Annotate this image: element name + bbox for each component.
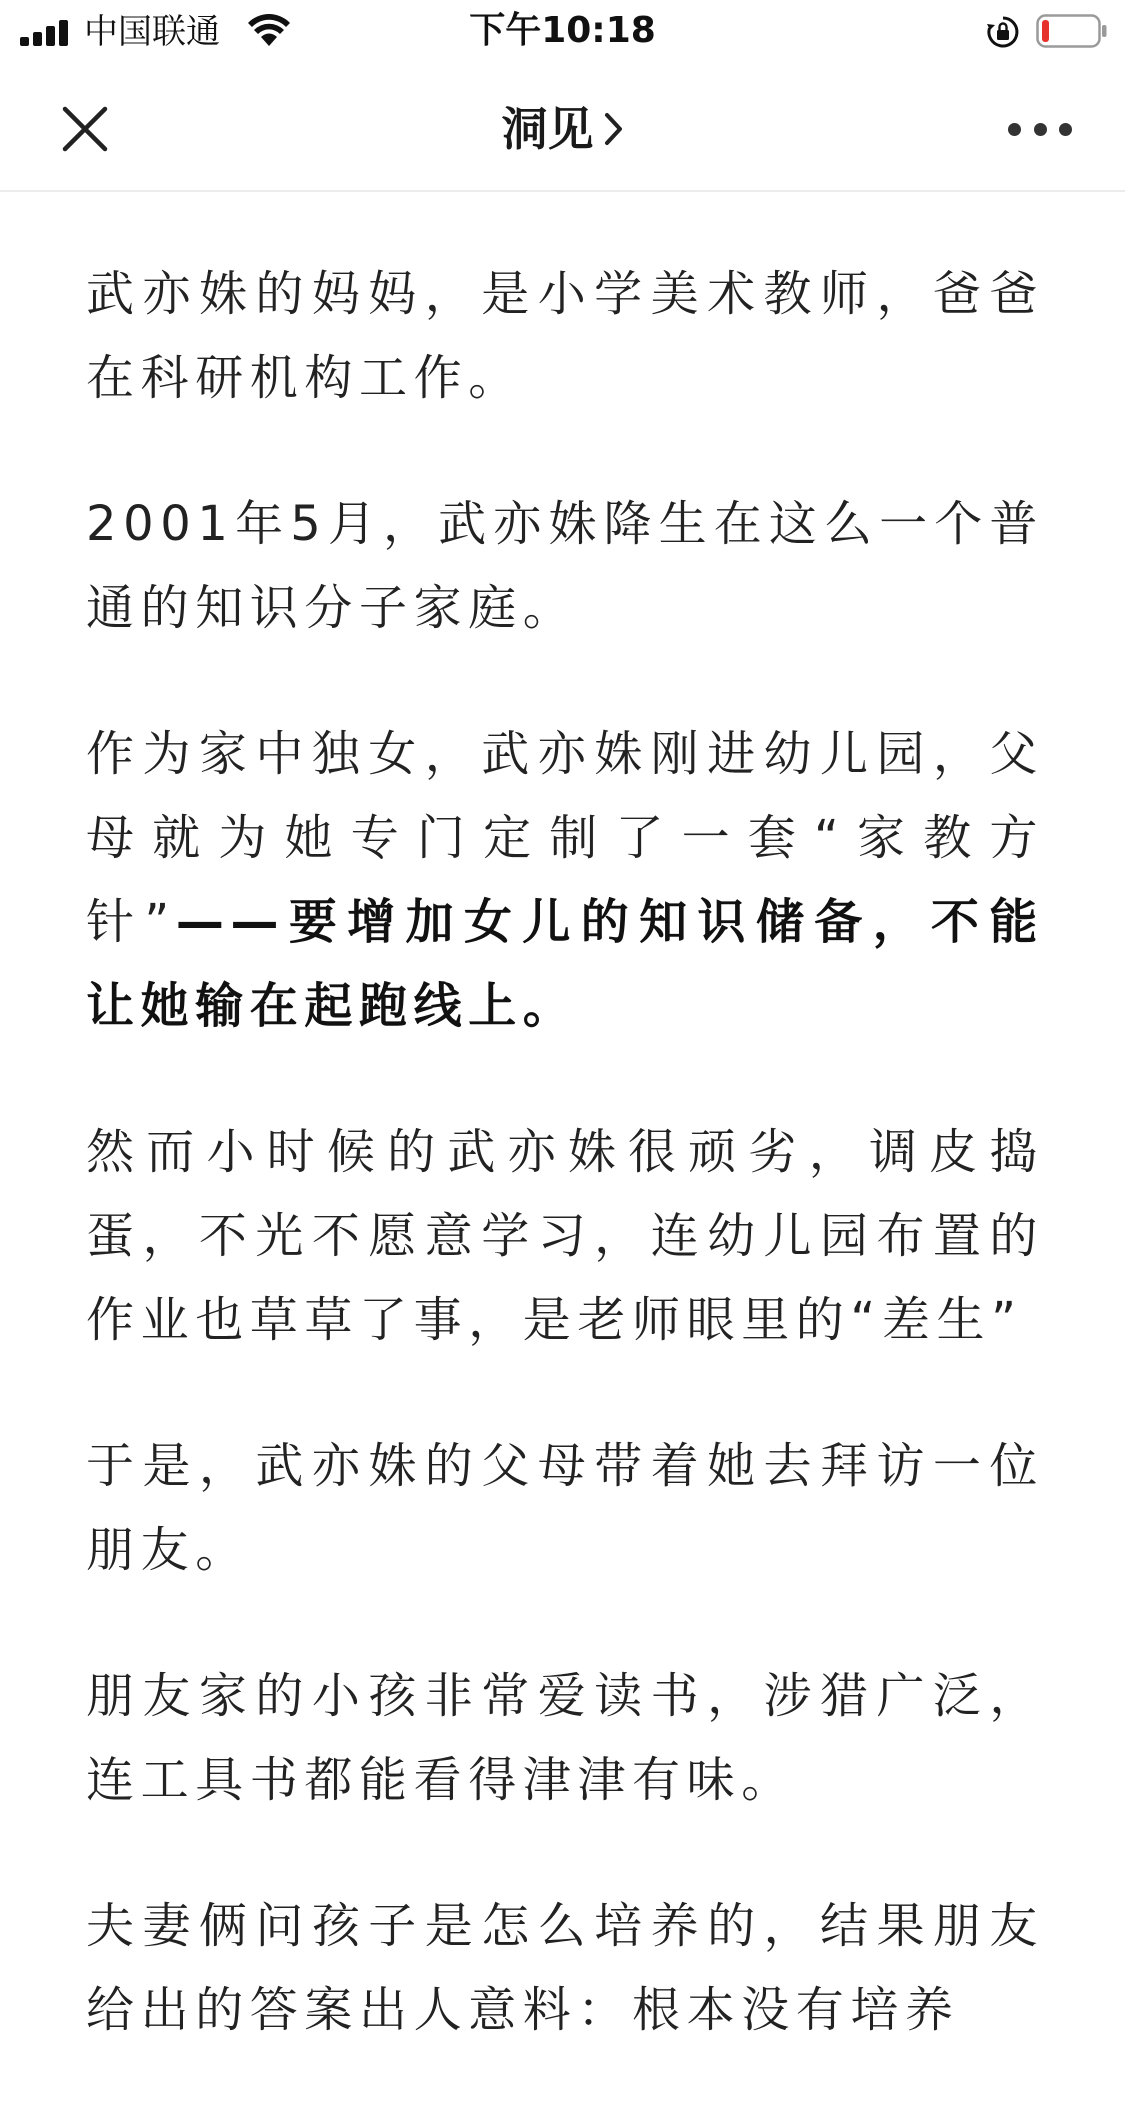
article-paragraph: 朋友家的小孩非常爱读书，涉猎广泛，连工具书都能看得津津有味。 xyxy=(86,1668,1044,1808)
article-paragraph: 于是，武亦姝的父母带着她去拜访一位朋友。 xyxy=(86,1438,1044,1578)
article-paragraph: 2001年5月，武亦姝降生在这么一个普通的知识分子家庭。 xyxy=(86,496,1044,636)
article-paragraph: 然而小时候的武亦姝很顽劣，调皮捣蛋，不光不愿意学习，连幼儿园布置的作业也草草了事，是老师眼里的“差生” xyxy=(86,1124,1044,1348)
carrier-name: 中国联通 xyxy=(84,12,220,52)
bold-emphasis: ——要增加女儿的知识储备，不能让她输在起跑线上。 xyxy=(86,894,1044,1034)
article-paragraph: 作为家中独女，武亦姝刚进幼儿园，父母就为她专门定制了一套“家教方针”——要增加女儿的知识储备，不能让她输在起跑线上。 xyxy=(86,726,1044,1034)
navigation-bar xyxy=(0,64,1125,192)
more-options-button[interactable] xyxy=(1008,94,1072,164)
account-title-link[interactable] xyxy=(0,94,1125,164)
more-dots-icon xyxy=(1008,123,1021,136)
article-body xyxy=(86,252,1044,2114)
battery-low-icon xyxy=(1036,14,1108,48)
status-bar xyxy=(0,0,1125,64)
account-name: 洞见 xyxy=(501,102,594,156)
article-paragraph: 夫妻俩问孩子是怎么培养的，结果朋友给出的答案出人意料：根本没有培养 xyxy=(86,1898,1044,2038)
chevron-right-icon xyxy=(604,112,624,146)
rotation-lock-icon xyxy=(986,15,1020,49)
status-time: 下午10:18 xyxy=(469,10,656,51)
article-paragraph: 武亦姝的妈妈，是小学美术教师，爸爸在科研机构工作。 xyxy=(86,266,1044,406)
